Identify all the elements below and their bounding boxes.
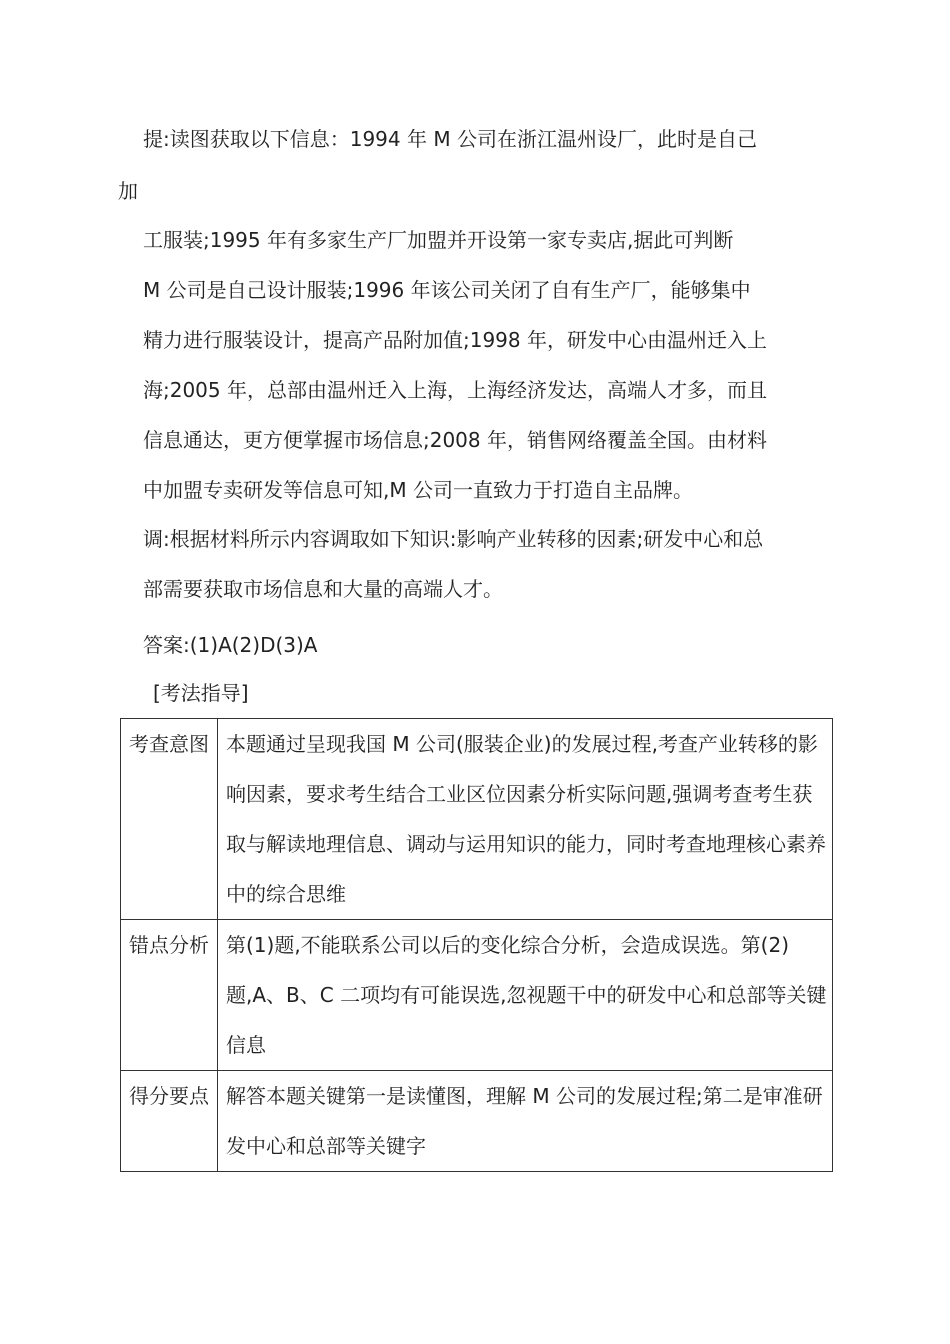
- row-content: 本题通过呈现我国 M 公司(服装企业)的发展过程,考查产业转移的影响因素，要求考生结合工业区位因素分析实际问题,强调考查考生获取与解读地理信息、调动与运用知识的能力，同时考查地理核心素养中的综合思维: [218, 719, 833, 920]
- table-row: [121, 920, 833, 1071]
- section-heading: [考法指导]: [153, 681, 249, 705]
- paragraph-line: 工服装;1995 年有多家生产厂加盟并开设第一家专卖店,据此可判断: [143, 228, 734, 252]
- paragraph-line: 加: [118, 179, 138, 203]
- row-label: 考查意图: [121, 719, 218, 920]
- paragraph-line: M 公司是自己设计服装;1996 年该公司关闭了自有生产厂，能够集中: [143, 278, 751, 302]
- table-row: [121, 719, 833, 920]
- row-label: 得分要点: [121, 1071, 218, 1172]
- paragraph-line: 提:读图获取以下信息：1994 年 M 公司在浙江温州设厂，此时是自己: [143, 127, 757, 151]
- paragraph-line: 部需要获取市场信息和大量的高端人才。: [143, 577, 503, 601]
- paragraph-line: 信息通达，更方便掌握市场信息;2008 年，销售网络覆盖全国。由材料: [143, 428, 767, 452]
- row-content: 解答本题关键第一是读懂图，理解 M 公司的发展过程;第二是审准研发中心和总部等关键字: [218, 1071, 833, 1172]
- paragraph-line: 中加盟专卖研发等信息可知,M 公司一直致力于打造自主品牌。: [143, 478, 693, 502]
- row-content: 第(1)题,不能联系公司以后的变化综合分析，会造成误选。第(2)题,A、B、C 二项均有可能误选,忽视题干中的研发中心和总部等关键信息: [218, 920, 833, 1071]
- answer-line: 答案:(1)A(2)D(3)A: [143, 633, 318, 657]
- guide-table: [120, 718, 833, 1172]
- paragraph-line: 调:根据材料所示内容调取如下知识:影响产业转移的因素;研发中心和总: [143, 527, 764, 551]
- row-label: 错点分析: [121, 920, 218, 1071]
- paragraph-line: 海;2005 年，总部由温州迁入上海，上海经济发达，高端人才多，而且: [143, 378, 767, 402]
- table-row: [121, 1071, 833, 1172]
- paragraph-line: 精力进行服装设计，提高产品附加值;1998 年，研发中心由温州迁入上: [143, 328, 767, 352]
